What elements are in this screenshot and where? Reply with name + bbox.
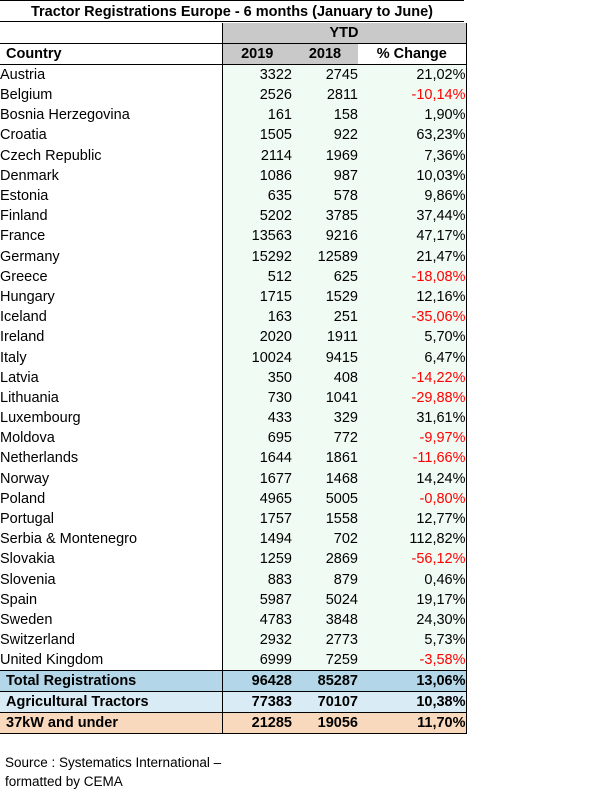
- value-2018: 2811: [292, 85, 358, 105]
- value-2018: 3785: [292, 206, 358, 226]
- table-title: Tractor Registrations Europe - 6 months (January to June): [0, 0, 464, 22]
- table-row: [0, 327, 466, 347]
- value-2019: 163: [222, 307, 292, 327]
- table-row: [0, 85, 466, 105]
- value-2018: 3848: [292, 610, 358, 630]
- agricultural-tractors-row: [0, 692, 466, 713]
- value-2018: 625: [292, 267, 358, 287]
- country-cell: Poland: [0, 490, 46, 507]
- country-cell: Croatia: [0, 127, 47, 144]
- value-2018: 70107: [292, 692, 358, 713]
- value-2019: 730: [222, 388, 292, 408]
- country-cell: Estonia: [0, 188, 49, 205]
- country-cell: Latvia: [0, 369, 39, 386]
- value-2018: 1911: [292, 327, 358, 347]
- value-change: 11,70%: [358, 713, 466, 734]
- table-row: [0, 448, 466, 468]
- country-cell: Czech Republic: [0, 147, 102, 164]
- value-change: -56,12%: [358, 549, 466, 569]
- table-row: [0, 650, 466, 671]
- value-2019: 1494: [222, 529, 292, 549]
- value-change: 37,44%: [358, 206, 466, 226]
- value-2019: 4783: [222, 610, 292, 630]
- table-row: [0, 206, 466, 226]
- value-2019: 1259: [222, 549, 292, 569]
- table-row: [0, 590, 466, 610]
- value-change: 13,06%: [358, 671, 466, 692]
- value-change: -10,14%: [358, 85, 466, 105]
- value-2018: 1041: [292, 388, 358, 408]
- value-2019: 6999: [222, 650, 292, 671]
- value-2019: 21285: [222, 713, 292, 734]
- table-row: [0, 186, 466, 206]
- country-cell: Greece: [0, 268, 48, 285]
- country-cell: United Kingdom: [0, 652, 104, 669]
- table-row: [0, 529, 466, 549]
- value-2019: 512: [222, 267, 292, 287]
- country-cell: Iceland: [0, 309, 47, 326]
- country-cell: Finland: [0, 208, 48, 225]
- row-label: Agricultural Tractors: [0, 692, 222, 713]
- small-tractors-row: [0, 713, 466, 734]
- row-label: 37kW and under: [0, 713, 222, 734]
- year-2018-column-header: 2018: [292, 44, 358, 65]
- value-2019: 2114: [222, 146, 292, 166]
- value-2019: 5202: [222, 206, 292, 226]
- table-row: [0, 166, 466, 186]
- value-2019: 2020: [222, 327, 292, 347]
- value-2018: 1468: [292, 469, 358, 489]
- value-2018: 1861: [292, 448, 358, 468]
- country-cell: Serbia & Montenegro: [0, 531, 138, 548]
- country-cell: Italy: [0, 349, 27, 366]
- table-row: [0, 247, 466, 267]
- ytd-header-row: [0, 23, 466, 44]
- value-2018: 1558: [292, 509, 358, 529]
- value-2019: 695: [222, 428, 292, 448]
- value-2018: 251: [292, 307, 358, 327]
- value-change: 112,82%: [358, 529, 466, 549]
- country-cell: Sweden: [0, 611, 53, 628]
- country-cell: Bosnia Herzegovina: [0, 107, 130, 124]
- table-row: [0, 267, 466, 287]
- value-change: 24,30%: [358, 610, 466, 630]
- value-2018: 408: [292, 368, 358, 388]
- total-registrations-row: [0, 671, 466, 692]
- country-cell: Portugal: [0, 511, 55, 528]
- table-row: [0, 408, 466, 428]
- value-change: 10,38%: [358, 692, 466, 713]
- value-2019: 96428: [222, 671, 292, 692]
- value-2018: 987: [292, 166, 358, 186]
- value-change: 21,02%: [358, 65, 466, 86]
- value-2019: 433: [222, 408, 292, 428]
- value-2018: 772: [292, 428, 358, 448]
- value-2018: 9216: [292, 226, 358, 246]
- value-change: 63,23%: [358, 125, 466, 145]
- country-cell: Ireland: [0, 329, 45, 346]
- value-2019: 350: [222, 368, 292, 388]
- value-2019: 161: [222, 105, 292, 125]
- table-row: [0, 469, 466, 489]
- table-row: [0, 388, 466, 408]
- value-2019: 4965: [222, 489, 292, 509]
- country-cell: Slovakia: [0, 551, 55, 568]
- value-2018: 9415: [292, 347, 358, 367]
- value-change: -9,97%: [358, 428, 466, 448]
- source-line-1: Source : Systematics International –: [5, 755, 222, 770]
- country-cell: Luxembourg: [0, 410, 81, 427]
- table-row: [0, 509, 466, 529]
- table-row: [0, 347, 466, 367]
- value-change: -18,08%: [358, 267, 466, 287]
- table-row: [0, 570, 466, 590]
- value-change: -3,58%: [358, 650, 466, 671]
- value-change: -14,22%: [358, 368, 466, 388]
- value-2019: 1086: [222, 166, 292, 186]
- value-2018: 5024: [292, 590, 358, 610]
- value-2019: 1715: [222, 287, 292, 307]
- table-row: [0, 630, 466, 650]
- table-row: [0, 307, 466, 327]
- country-cell: Slovenia: [0, 571, 56, 588]
- country-column-header: Country: [0, 44, 222, 65]
- country-cell: Austria: [0, 67, 46, 83]
- country-cell: Germany: [0, 248, 60, 265]
- value-change: 1,90%: [358, 105, 466, 125]
- value-change: 12,16%: [358, 287, 466, 307]
- value-2019: 5987: [222, 590, 292, 610]
- registrations-table: [0, 23, 467, 734]
- value-2019: 15292: [222, 247, 292, 267]
- value-change: 9,86%: [358, 186, 466, 206]
- value-change: 5,70%: [358, 327, 466, 347]
- value-2019: 13563: [222, 226, 292, 246]
- value-change: 12,77%: [358, 509, 466, 529]
- value-2018: 2773: [292, 630, 358, 650]
- country-cell: Netherlands: [0, 450, 79, 467]
- value-2019: 1677: [222, 469, 292, 489]
- country-cell: Belgium: [0, 87, 53, 104]
- value-change: 19,17%: [358, 590, 466, 610]
- value-change: -0,80%: [358, 489, 466, 509]
- value-change: -11,66%: [358, 448, 466, 468]
- year-2019-column-header: 2019: [222, 44, 292, 65]
- value-2018: 578: [292, 186, 358, 206]
- value-change: 47,17%: [358, 226, 466, 246]
- value-2018: 922: [292, 125, 358, 145]
- source-note: [5, 753, 221, 791]
- value-2019: 2932: [222, 630, 292, 650]
- value-change: -35,06%: [358, 307, 466, 327]
- value-change: 6,47%: [358, 347, 466, 367]
- source-line-2: formatted by CEMA: [5, 774, 123, 789]
- table-row: [0, 146, 466, 166]
- country-cell: Switzerland: [0, 632, 75, 649]
- value-2018: 5005: [292, 489, 358, 509]
- value-2018: 329: [292, 408, 358, 428]
- value-2018: 702: [292, 529, 358, 549]
- value-2019: 10024: [222, 347, 292, 367]
- value-change: -29,88%: [358, 388, 466, 408]
- country-cell: Moldova: [0, 430, 55, 447]
- value-2019: 1757: [222, 509, 292, 529]
- value-2018: 19056: [292, 713, 358, 734]
- table-row: [0, 105, 466, 125]
- table-row: [0, 610, 466, 630]
- country-cell: Lithuania: [0, 389, 59, 406]
- value-2018: 2745: [292, 65, 358, 86]
- value-change: 10,03%: [358, 166, 466, 186]
- table-row: [0, 125, 466, 145]
- country-cell: Denmark: [0, 167, 59, 184]
- value-2018: 2869: [292, 549, 358, 569]
- table-row: [0, 65, 466, 86]
- value-2019: 1644: [222, 448, 292, 468]
- table-row: [0, 368, 466, 388]
- value-2019: 883: [222, 570, 292, 590]
- value-2018: 879: [292, 570, 358, 590]
- table-row: [0, 226, 466, 246]
- value-2018: 1969: [292, 146, 358, 166]
- value-2019: 1505: [222, 125, 292, 145]
- ytd-group-header: YTD: [222, 23, 466, 44]
- country-cell: Hungary: [0, 288, 55, 305]
- country-cell: Spain: [0, 591, 38, 608]
- country-cell: Norway: [0, 470, 50, 487]
- row-label: Total Registrations: [0, 671, 222, 692]
- value-2018: 85287: [292, 671, 358, 692]
- value-change: 31,61%: [358, 408, 466, 428]
- value-2018: 12589: [292, 247, 358, 267]
- country-cell: France: [0, 228, 46, 245]
- value-2018: 7259: [292, 650, 358, 671]
- value-change: 7,36%: [358, 146, 466, 166]
- value-2018: 1529: [292, 287, 358, 307]
- table-row: [0, 489, 466, 509]
- value-change: 14,24%: [358, 469, 466, 489]
- column-header-row: [0, 44, 466, 65]
- table-row: [0, 428, 466, 448]
- value-2019: 3322: [222, 65, 292, 86]
- value-2019: 77383: [222, 692, 292, 713]
- value-2018: 158: [292, 105, 358, 125]
- table-row: [0, 549, 466, 569]
- value-change: 0,46%: [358, 570, 466, 590]
- table-row: [0, 287, 466, 307]
- value-change: 5,73%: [358, 630, 466, 650]
- value-2019: 635: [222, 186, 292, 206]
- country-rows: [0, 65, 466, 671]
- value-2019: 2526: [222, 85, 292, 105]
- value-change: 21,47%: [358, 247, 466, 267]
- change-column-header: % Change: [358, 44, 466, 65]
